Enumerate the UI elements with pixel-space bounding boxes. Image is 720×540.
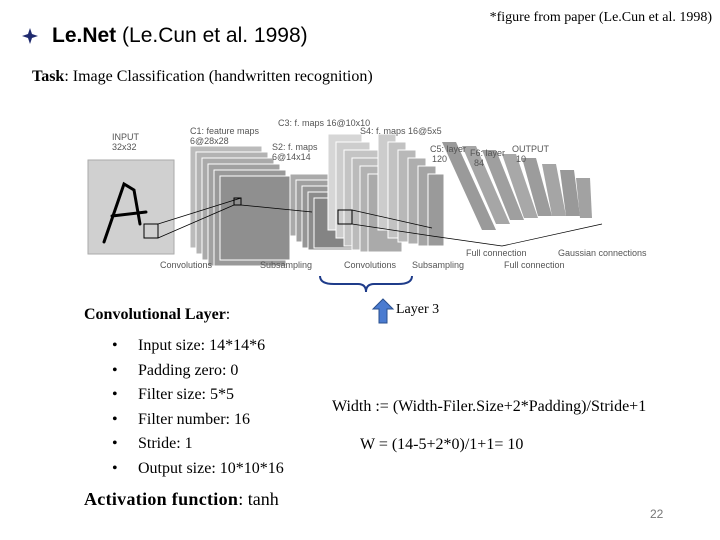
conv-layer-params: [112, 334, 284, 482]
c1-feature-maps: [190, 146, 290, 266]
width-formula: Width := (Width-Filer.Size+2*Padding)/Stride+1: [332, 398, 647, 415]
param-output-size: Output size: 10*10*16: [138, 459, 284, 477]
bullet-dot: •: [112, 459, 118, 477]
conv-layer-heading: [84, 306, 230, 324]
figure-credit: *figure from paper (Le.Cun et al. 1998): [489, 10, 712, 25]
f6-size: 84: [474, 158, 485, 168]
param-padding: Padding zero: 0: [138, 361, 239, 379]
slide-title: [52, 24, 308, 48]
input-label: INPUT: [112, 132, 139, 142]
layer-brace: [318, 274, 414, 294]
bullet-dot: •: [112, 337, 118, 354]
conv-heading-suffix: :: [225, 306, 231, 323]
list-item: [112, 432, 284, 457]
c1-size: 6@28x28: [190, 136, 229, 146]
page-number: 22: [650, 507, 664, 521]
param-stride: Stride: 1: [138, 435, 193, 453]
op-full-connection-2: Full connection: [504, 260, 565, 270]
bullet-dot: •: [112, 386, 118, 404]
input-image: [88, 160, 174, 254]
title-rest: (Le.Cun et al. 1998): [116, 24, 308, 47]
c5-size: 120: [432, 154, 448, 164]
bullet-dot: •: [112, 410, 118, 428]
up-arrow-icon: [372, 298, 394, 324]
param-filter-number: Filter number: 16: [138, 410, 250, 428]
op-convolutions-1: Convolutions: [160, 260, 213, 270]
list-item: [112, 334, 284, 359]
task-label: Task: [32, 68, 65, 85]
diamond-bullet-icon: [22, 28, 38, 44]
output-label: OUTPUT: [512, 144, 549, 154]
bullet-dot: •: [112, 435, 118, 453]
list-item: [112, 359, 284, 384]
s2-label: S2: f. maps: [272, 142, 318, 152]
op-subsampling-2: Subsampling: [412, 260, 465, 270]
op-gaussian-connections: Gaussian connections: [558, 248, 647, 258]
output-size: 10: [516, 154, 527, 164]
activation-function: [84, 489, 279, 510]
s2-size: 6@14x14: [272, 152, 311, 162]
input-size: 32x32: [112, 142, 137, 152]
bullet-dot: •: [112, 361, 118, 379]
activation-label: Activation function: [84, 489, 239, 509]
f6-label: F6: layer: [470, 148, 506, 158]
c3-label: C3: f. maps 16@10x10: [278, 118, 371, 128]
op-convolutions-2: Convolutions: [344, 260, 397, 270]
title-row: [22, 24, 308, 48]
param-filter-size: Filter size: 5*5: [138, 386, 234, 404]
c5-label: C5: layer: [430, 144, 467, 154]
op-full-connection-1: Full connection: [466, 248, 527, 258]
activation-value: : tanh: [238, 489, 279, 509]
lenet-architecture-figure: [82, 112, 647, 274]
s4-label: S4: f. maps 16@5x5: [360, 126, 442, 136]
c1-label: C1: feature maps: [190, 126, 260, 136]
param-input-size: Input size: 14*14*6: [138, 337, 266, 354]
list-item: [112, 383, 284, 408]
op-subsampling-1: Subsampling: [260, 260, 313, 270]
task-text: : Image Classification (handwritten recognition): [64, 68, 373, 85]
task-line: [32, 68, 373, 86]
list-item: [112, 408, 284, 433]
title-bold: Le.Net: [52, 24, 117, 47]
list-item: [112, 457, 284, 482]
conv-heading-text: Convolutional Layer: [84, 306, 226, 323]
layer-3-label: Layer 3: [396, 302, 440, 317]
width-computation: W = (14-5+2*0)/1+1= 10: [360, 436, 524, 453]
